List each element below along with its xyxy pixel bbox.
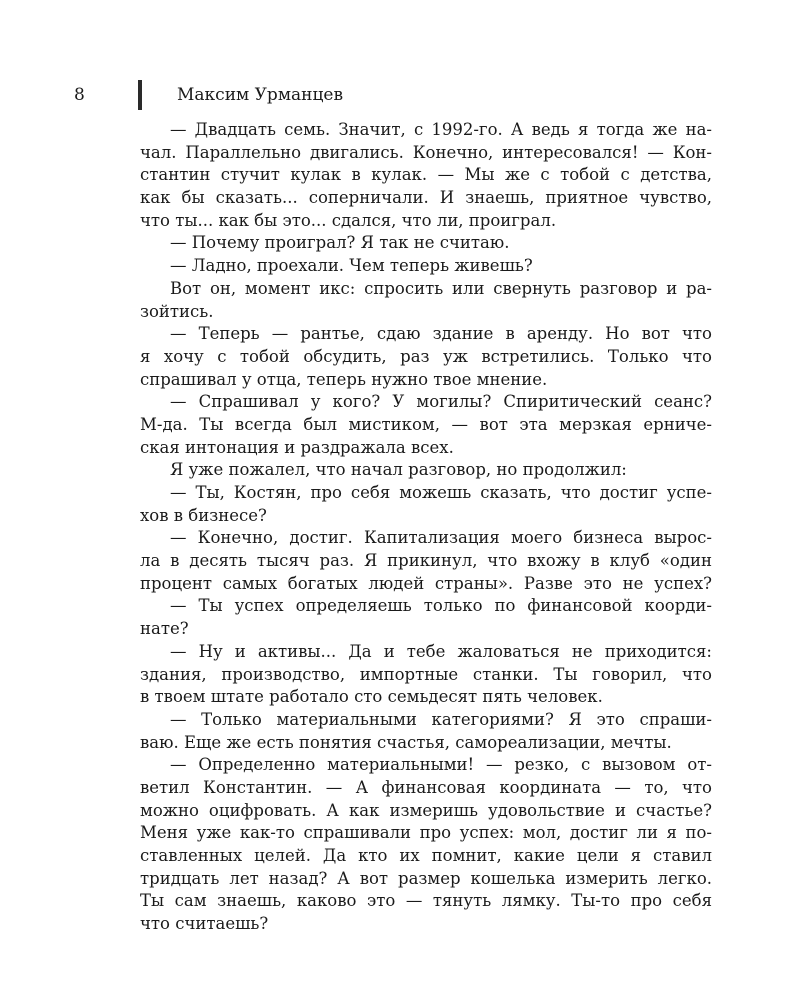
text-line: спрашивал у отца, теперь нужно твое мнение.: [140, 369, 548, 389]
text-line: — Только материальными категориями? Я это спраши-: [170, 709, 712, 729]
text-line: Меня уже как-то спрашивали про успех: мол, достиг ли я по-: [140, 823, 712, 843]
text-line: можно оцифровать. А как измеришь удовольствие и счастье?: [140, 800, 712, 820]
text-line: тридцать лет назад? А вот размер кошелька измерить легко.: [140, 868, 712, 888]
text-line: в твоем штате работало сто семьдесят пять человек.: [140, 687, 603, 707]
text-line: — Теперь — рантье, сдаю здание в аренду. Но вот что: [170, 324, 712, 344]
text-line: — Ладно, проехали. Чем теперь живешь?: [170, 256, 533, 276]
text-line: Вот он, момент икс: спросить или свернуть разговор и ра-: [170, 278, 712, 298]
page-number: 8: [74, 85, 85, 105]
text-line: я хочу с тобой обсудить, раз уж встретились. Только что: [140, 346, 712, 366]
text-line: — Ну и активы... Да и тебе жаловаться не приходится:: [170, 641, 712, 661]
running-head-author: Максим Урманцев: [177, 85, 344, 105]
text-line: хов в бизнесе?: [140, 505, 267, 525]
text-line: ставленных целей. Да кто их помнит, какие цели я ставил: [140, 846, 712, 865]
text-line: — Ты, Костян, про себя можешь сказать, что достиг успе-: [170, 483, 712, 502]
text-line: — Конечно, достиг. Капитализация моего бизнеса вырос-: [170, 528, 712, 548]
text-line: Я уже пожалел, что начал разговор, но продолжил:: [170, 460, 627, 480]
text-line: что ты... как бы это... сдался, что ли, проиграл.: [140, 210, 557, 230]
body-text: [140, 119, 712, 936]
text-line: ская интонация и раздражала всех.: [140, 437, 454, 457]
text-line: что считаешь?: [140, 914, 269, 934]
text-line: чал. Параллельно двигались. Конечно, интересовался! — Кон-: [140, 142, 712, 162]
text-line: стантин стучит кулак в кулак. — Мы же с тобой с детства,: [140, 165, 712, 185]
text-line: Ты сам знаешь, каково это — тянуть лямку. Ты-то про себя: [140, 891, 712, 911]
text-line: М-да. Ты всегда был мистиком, — вот эта мерзкая ерниче-: [140, 414, 712, 434]
text-line: процент самых богатых людей страны». Разве это не успех?: [140, 573, 712, 593]
text-line: как бы сказать... соперничали. И знаешь, приятное чувство,: [140, 188, 712, 208]
text-line: ваю. Еще же есть понятия счастья, самореализации, мечты.: [140, 732, 672, 752]
text-line: ла в десять тысяч раз. Я прикинул, что вхожу в клуб «один: [140, 551, 712, 571]
header-divider: [138, 80, 142, 110]
text-line: — Определенно материальными! — резко, с вызовом от-: [170, 755, 712, 775]
text-line: нате?: [140, 619, 189, 639]
text-line: — Ты успех определяешь только по финансовой коорди-: [170, 596, 712, 616]
text-line: — Двадцать семь. Значит, с 1992-го. А ведь я тогда же на-: [170, 120, 712, 139]
text-line: зойтись.: [140, 301, 214, 321]
text-line: здания, производство, импортные станки. Ты говорил, что: [140, 664, 712, 684]
text-line: — Спрашивал у кого? У могилы? Спиритический сеанс?: [170, 392, 712, 412]
text-line: — Почему проиграл? Я так не считаю.: [170, 233, 510, 253]
text-line: ветил Константин. — А финансовая координата — то, что: [140, 777, 712, 797]
